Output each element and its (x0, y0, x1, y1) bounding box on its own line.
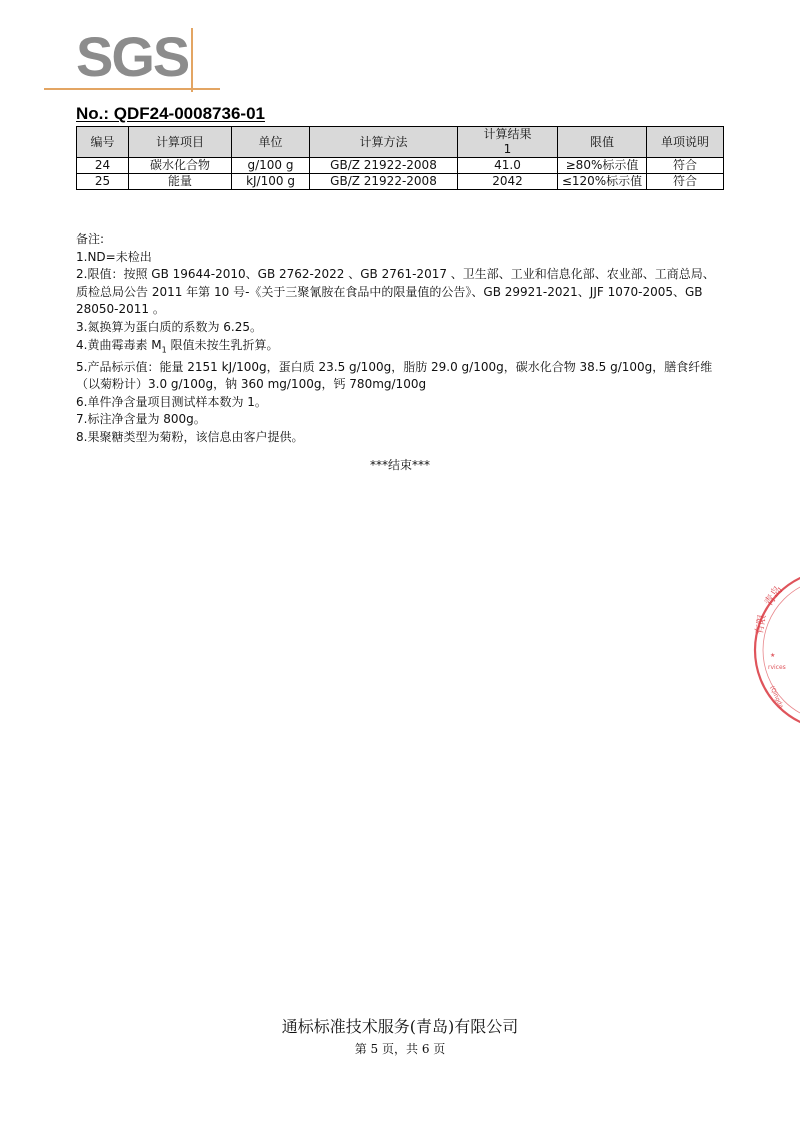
notes-title: 备注: (76, 232, 105, 246)
svg-text:有限: 有限 (754, 613, 769, 636)
cell-unit: kJ/100 g (232, 174, 310, 190)
logo-horizontal-rule (44, 88, 220, 90)
note-5: 5.产品标示值：能量 2151 kJ/100g，蛋白质 23.5 g/100g，脂肪 29.0 g/100g，碳水化合物 38.5 g/100g，膳食纤维（以菊粉计）3.0 g/100g，钠 360 mg/100g，钙 780mg/100g (76, 359, 713, 392)
logo-vertical-rule (191, 28, 193, 92)
header-no: 编号 (77, 127, 129, 158)
table-header-row (77, 127, 724, 158)
sgs-logo (44, 26, 220, 92)
cell-result: 41.0 (458, 158, 558, 174)
table-row (77, 158, 724, 174)
note-4-subscript: 1 (161, 344, 167, 354)
header-result (458, 127, 558, 158)
footer-page-number: 第 5 页，共 6 页 (354, 1042, 446, 1056)
report-number: No.: QDF24-0008736-01 (76, 104, 265, 123)
svg-text:(Qingda: (Qingda (768, 684, 785, 710)
footer-company-name: 通标标准技术服务(青岛)有限公司 (281, 1017, 519, 1036)
cell-limit: ≥80%标示值 (558, 158, 647, 174)
note-3: 3.氮换算为蛋白质的系数为 6.25。 (76, 319, 262, 334)
table-row (77, 174, 724, 190)
cell-conclusion: 符合 (647, 174, 724, 190)
cell-unit: g/100 g (232, 158, 310, 174)
cell-limit: ≤120%标示值 (558, 174, 647, 190)
header-result-line1: 计算结果 (483, 127, 532, 141)
svg-text:★: ★ (770, 652, 776, 659)
note-2: 2.限值：按照 GB 19644-2010、GB 2762-2022 、GB 2761-2017 、卫生部、工业和信息化部、农业部、工商总局、质检总局公告 2011 年第 10 号-《关于三聚氰胺在食品中的限量值的公告》、GB 29921-2021、JJF 1070-2005、GB 28050-2011 。 (76, 267, 715, 317)
seal-graphic (740, 565, 800, 735)
end-mark: ***结束*** (369, 458, 430, 472)
note-6: 6.单件净含量项目测试样本数为 1。 (76, 394, 267, 409)
cell-method: GB/Z 21922-2008 (310, 174, 458, 190)
header-limit: 限值 (558, 127, 647, 158)
cell-no: 24 (77, 158, 129, 174)
note-1: 1.ND=未检出 (76, 249, 152, 264)
header-item: 计算项目 (129, 127, 232, 158)
cell-result: 2042 (458, 174, 558, 190)
header-result-line2: 1 (503, 142, 512, 156)
note-8: 8.果聚糖类型为菊粉，该信息由客户提供。 (76, 429, 304, 444)
svg-text:青岛: 青岛 (761, 583, 786, 609)
note-7: 7.标注净含量为 800g。 (76, 412, 206, 427)
note-4-tail: 限值未按生乳折算。 (166, 337, 279, 352)
logo-wordmark: SGS (76, 25, 189, 88)
svg-text:rvices: rvices (768, 664, 786, 671)
company-seal (740, 565, 800, 735)
cell-conclusion: 符合 (647, 158, 724, 174)
note-4-text: 4.黄曲霉毒素 M (76, 337, 162, 352)
cell-item: 能量 (129, 174, 232, 190)
cell-item: 碳水化合物 (129, 158, 232, 174)
results-table (76, 126, 724, 190)
note-4 (76, 337, 726, 359)
notes-section (76, 231, 726, 447)
header-conclusion: 单项说明 (647, 127, 724, 158)
cell-method: GB/Z 21922-2008 (310, 158, 458, 174)
header-unit: 单位 (232, 127, 310, 158)
cell-no: 25 (77, 174, 129, 190)
header-method: 计算方法 (310, 127, 458, 158)
